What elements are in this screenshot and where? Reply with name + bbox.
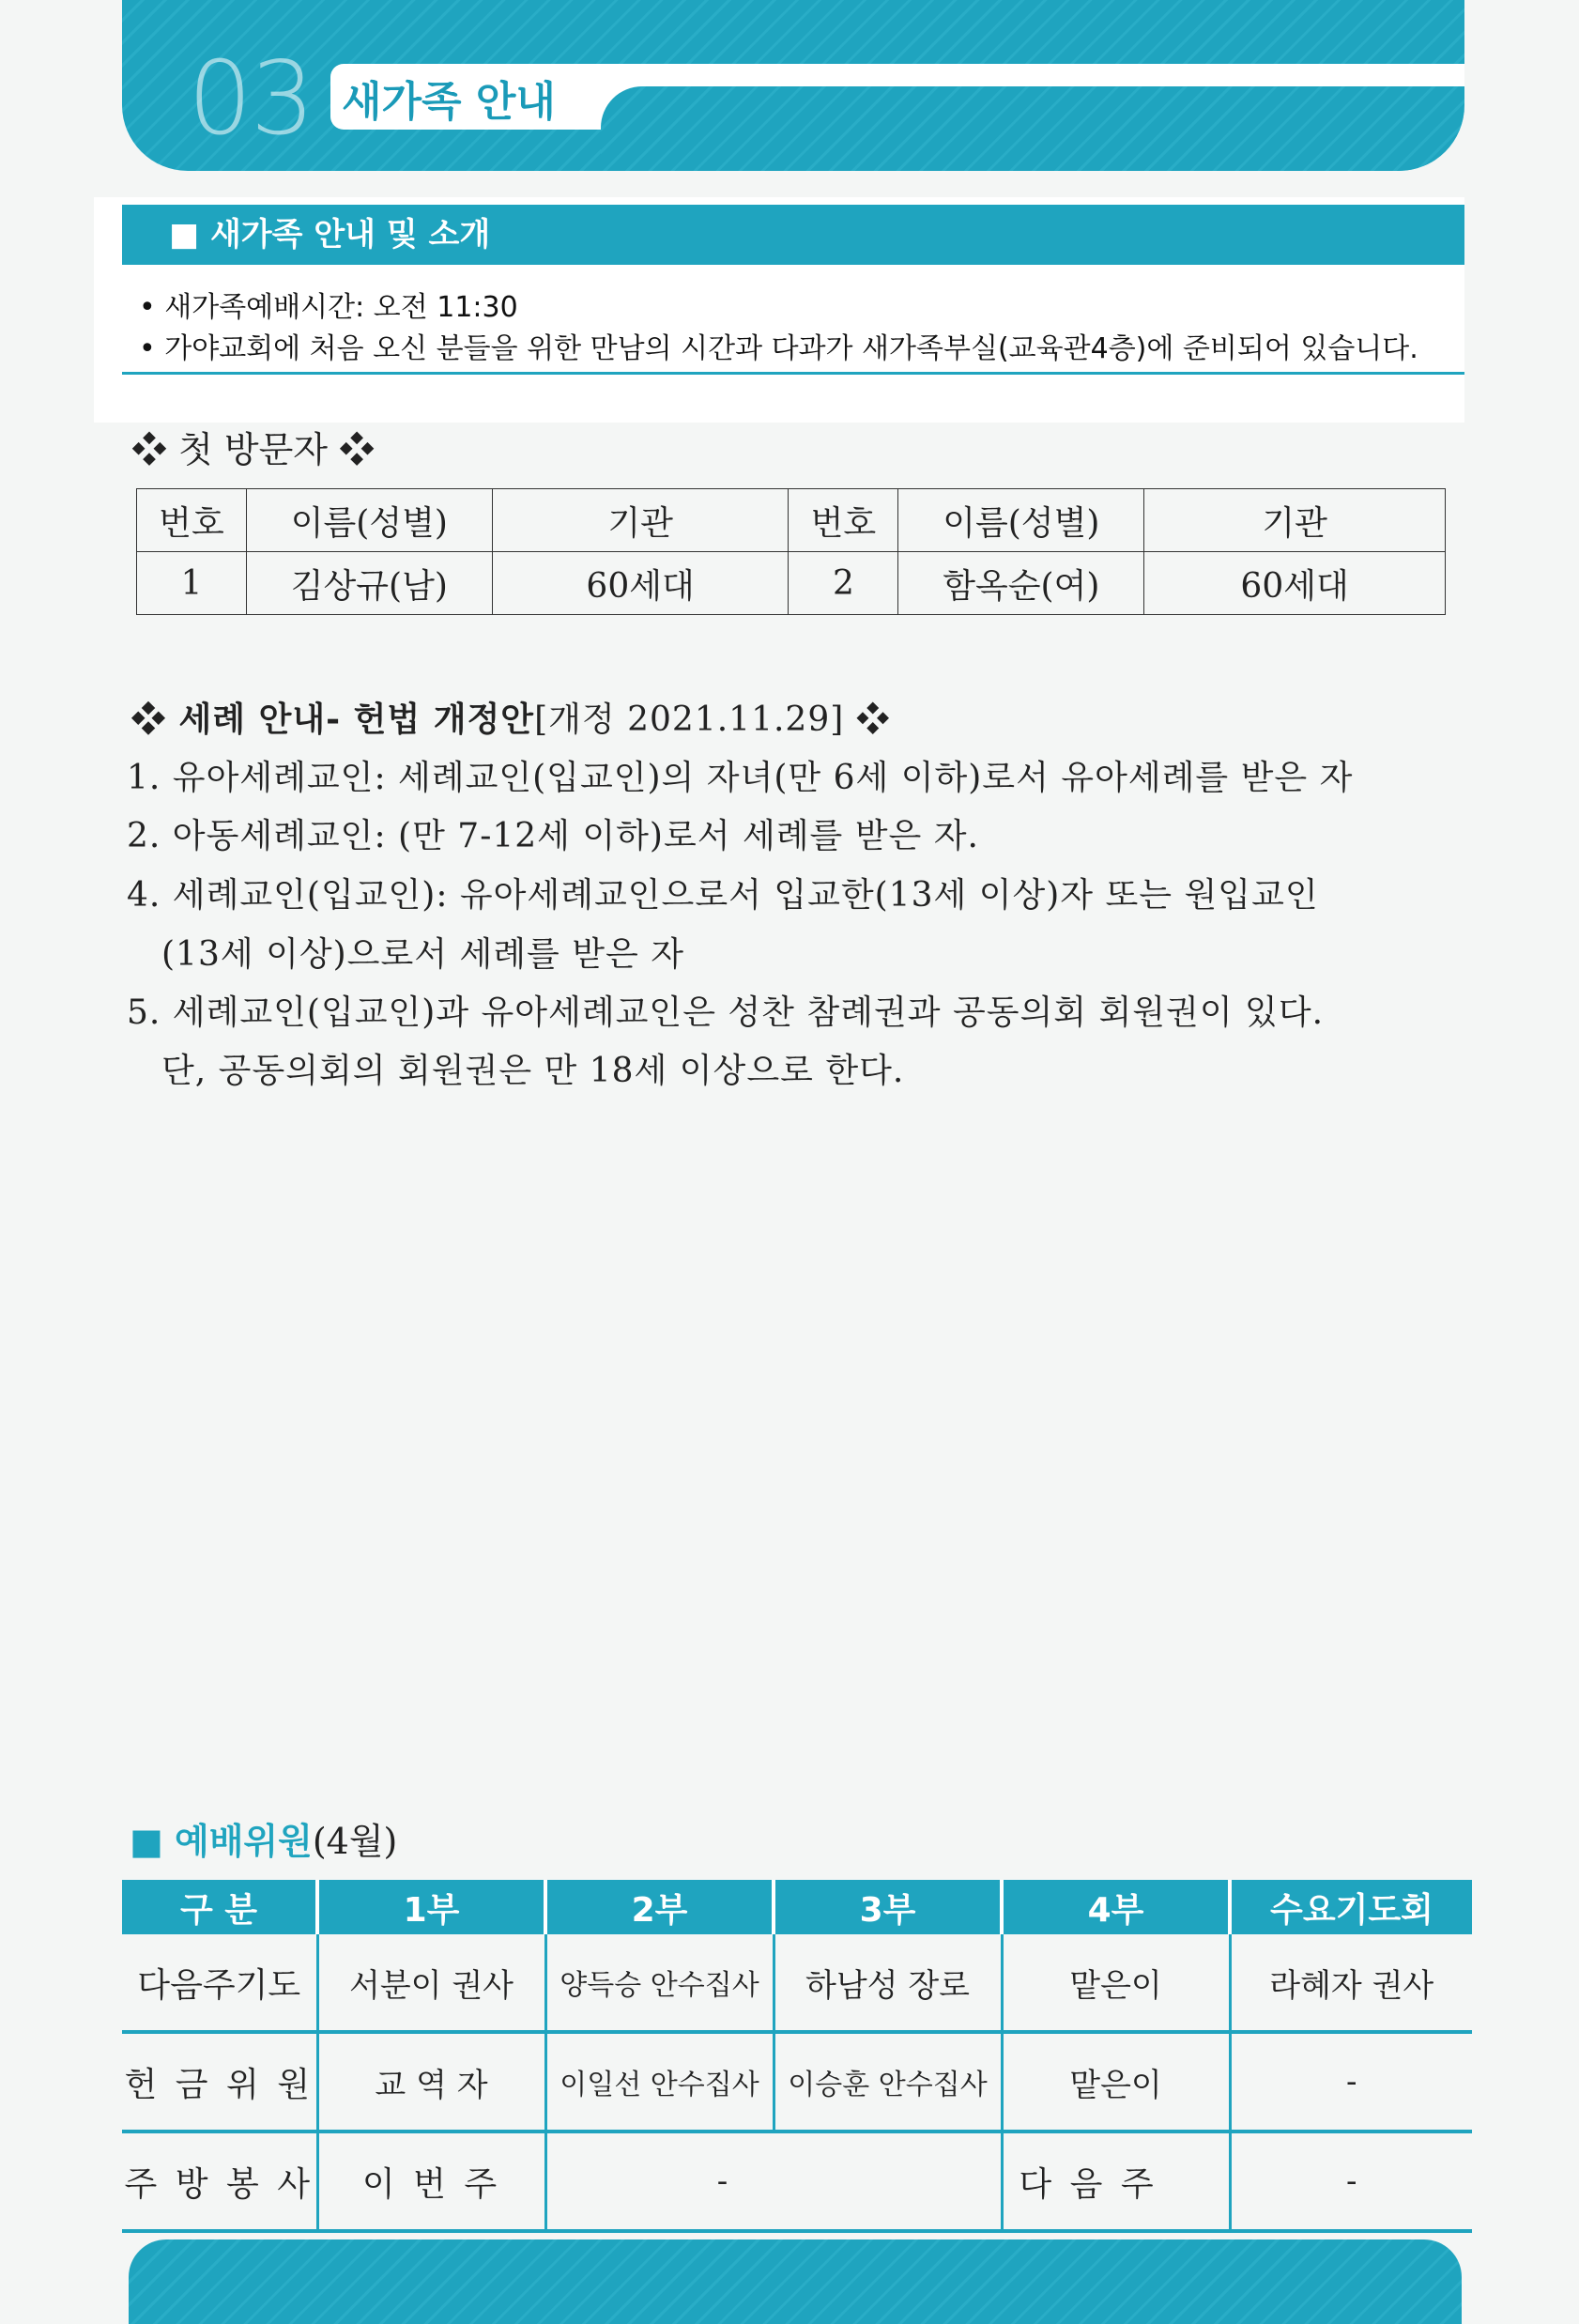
cell: 서분이 권사 <box>317 1934 545 2032</box>
row-label: 헌 금 위 원 <box>122 2032 317 2132</box>
cell: 함옥순(여) <box>898 552 1144 615</box>
intro-box <box>94 197 1464 423</box>
col-number: 번호 <box>789 489 898 552</box>
col-service-2: 2부 <box>545 1880 774 1934</box>
cell: 맡은이 <box>1002 2032 1230 2132</box>
col-name: 이름(성별) <box>898 489 1144 552</box>
cell: 이승훈 안수집사 <box>774 2032 1002 2132</box>
baptism-line: 1. 유아세례교인: 세례교인(입교인)의 자녀(만 6세 이하)로서 유아세례를 받은 자 <box>127 759 1354 797</box>
table-header-row <box>137 489 1446 552</box>
cell: 맡은이 <box>1002 1934 1230 2032</box>
baptism-line: 4. 세례교인(입교인): 유아세례교인으로서 입교한(13세 이상)자 또는 원입교인 <box>127 876 1319 915</box>
cell: 라혜자 권사 <box>1230 1934 1472 2032</box>
baptism-line: 2. 아동세례교인: (만 7-12세 이하)로서 세례를 받은 자. <box>127 817 979 855</box>
row-label: 다음주기도 <box>122 1934 317 2032</box>
cell: 60세대 <box>492 552 789 615</box>
intro-line-welcome: • 가야교회에 처음 오신 분들을 위한 만남의 시간과 다과가 새가족부실(교육관4층)에 준비되어 있습니다. <box>139 332 1418 365</box>
baptism-title-bold: ❖ 세례 안내- 헌법 개정안 <box>131 700 535 739</box>
square-icon: ■ <box>130 1821 163 1862</box>
intro-heading: ■ 새가족 안내 및 소개 <box>122 205 1464 265</box>
cell: 양득승 안수집사 <box>545 1934 774 2032</box>
col-wednesday: 수요기도회 <box>1230 1880 1472 1934</box>
baptism-title-rest: [개정 2021.11.29] ❖ <box>534 700 891 739</box>
table-header-row <box>122 1880 1472 1934</box>
cell: 교 역 자 <box>317 2032 545 2132</box>
banner-decoration <box>601 86 1464 171</box>
col-service-3: 3부 <box>774 1880 1002 1934</box>
cell: 다 음 주 <box>1002 2132 1230 2231</box>
cell: 60세대 <box>1144 552 1446 615</box>
table-row <box>122 2032 1472 2132</box>
worship-committee-title <box>130 1812 397 1864</box>
baptism-line: (13세 이상)으로서 세례를 받은 자 <box>161 935 684 974</box>
cell: 1 <box>137 552 247 615</box>
intro-divider <box>122 372 1464 375</box>
cell: - <box>1230 2032 1472 2132</box>
cell: 이일선 안수집사 <box>545 2032 774 2132</box>
intro-line-time: • 새가족예배시간: 오전 11:30 <box>139 291 518 324</box>
col-service-4: 4부 <box>1002 1880 1230 1934</box>
col-category: 구 분 <box>122 1880 317 1934</box>
worship-committee-name: 예배위원 <box>175 1821 313 1862</box>
cell: 하남성 장로 <box>774 1934 1002 2032</box>
worship-committee-table <box>122 1880 1472 2233</box>
col-service-1: 1부 <box>317 1880 545 1934</box>
baptism-line: 5. 세례교인(입교인)과 유아세례교인은 성찬 참례권과 공동의회 회원권이 있다. <box>127 993 1325 1032</box>
col-org: 기관 <box>1144 489 1446 552</box>
first-visitors-title: ❖ 첫 방문자 ❖ <box>131 429 376 470</box>
col-name: 이름(성별) <box>246 489 492 552</box>
row-label: 주 방 봉 사 <box>122 2132 317 2231</box>
baptism-line: 단, 공동의회의 회원권은 만 18세 이상으로 한다. <box>161 1052 905 1090</box>
page-title: 새가족 안내 <box>342 78 556 126</box>
worship-committee-month: (4월) <box>312 1821 398 1862</box>
col-org: 기관 <box>492 489 789 552</box>
first-visitors-table <box>136 488 1446 615</box>
table-row <box>137 552 1446 615</box>
cell: 2 <box>789 552 898 615</box>
header-banner <box>122 0 1464 171</box>
table-row <box>122 1934 1472 2032</box>
col-number: 번호 <box>137 489 247 552</box>
cell: - <box>1230 2132 1472 2231</box>
footer-banner <box>129 2239 1462 2324</box>
cell: 김상규(남) <box>246 552 492 615</box>
cell: - <box>545 2132 1002 2231</box>
section-number: 03 <box>188 40 314 158</box>
baptism-title <box>131 693 891 741</box>
table-row <box>122 2132 1472 2231</box>
cell: 이 번 주 <box>317 2132 545 2231</box>
